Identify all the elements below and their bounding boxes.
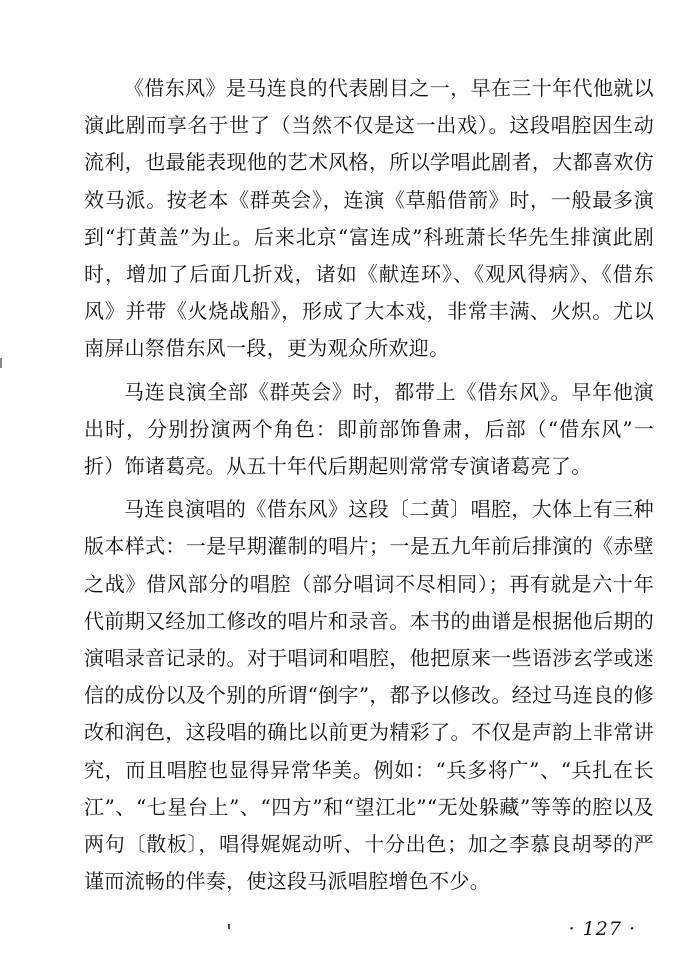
page-number: · 127 ·	[568, 918, 636, 940]
paragraph-1: 《借东风》是马连良的代表剧目之一，早在三十年代他就以演此剧而享名于世了（当然不仅是这一出戏）。这段唱腔因生动流利，也最能表现他的艺术风格，所以学唱此剧者，大都喜欢仿效马派。按老本《群英会》，连演《草船借箭》时，一般最多演到“打黄盖”为止。后来北京“富连成”科班萧长华先生排演此剧时，增加了后面几折戏，诸如《献连环》、《观风得病》、《借东风》并带《火烧战船》，形成了大本戏，非常丰满、火炽。尤以南屏山祭借东风一段，更为观众所欢迎。	[84, 76, 654, 361]
paragraph-3: 马连良演唱的《借东风》这段〔二黄〕唱腔，大体上有三种版本样式：一是早期灌制的唱片；一是五九年前后排演的《赤壁之战》借风部分的唱腔（部分唱词不尽相同）；再有就是六十年代前期又经加工修改的唱片和录音。本书的曲谱是根据他后期的演唱录音记录的。对于唱词和唱腔，他把原来一些语涉玄学或迷信的成份以及个别的所谓“倒字”，都予以修改。经过马连良的修改和润色，这段唱的确比以前更为精彩了。不仅是声韵上非常讲究，而且唱腔也显得异常华美。例如：“兵多将广”、“兵扎在长江”、“七星台上”、“四方”和“望江北”“无处躲藏”等等的腔以及两句〔散板〕，唱得娓娓动听、十分出色；加之李慕良胡琴的严谨而流畅的伴奏，使这段马派唱腔增色不少。	[84, 497, 654, 894]
margin-mark	[0, 358, 2, 368]
body-text	[84, 70, 654, 900]
paragraph-2: 马连良演全部《群英会》时，都带上《借东风》。早年他演出时，分别扮演两个角色：即前部饰鲁肃，后部（“借东风”一折）饰诸葛亮。从五十年代后期起则常常专演诸葛亮了。	[84, 379, 654, 479]
print-speck	[228, 924, 230, 929]
